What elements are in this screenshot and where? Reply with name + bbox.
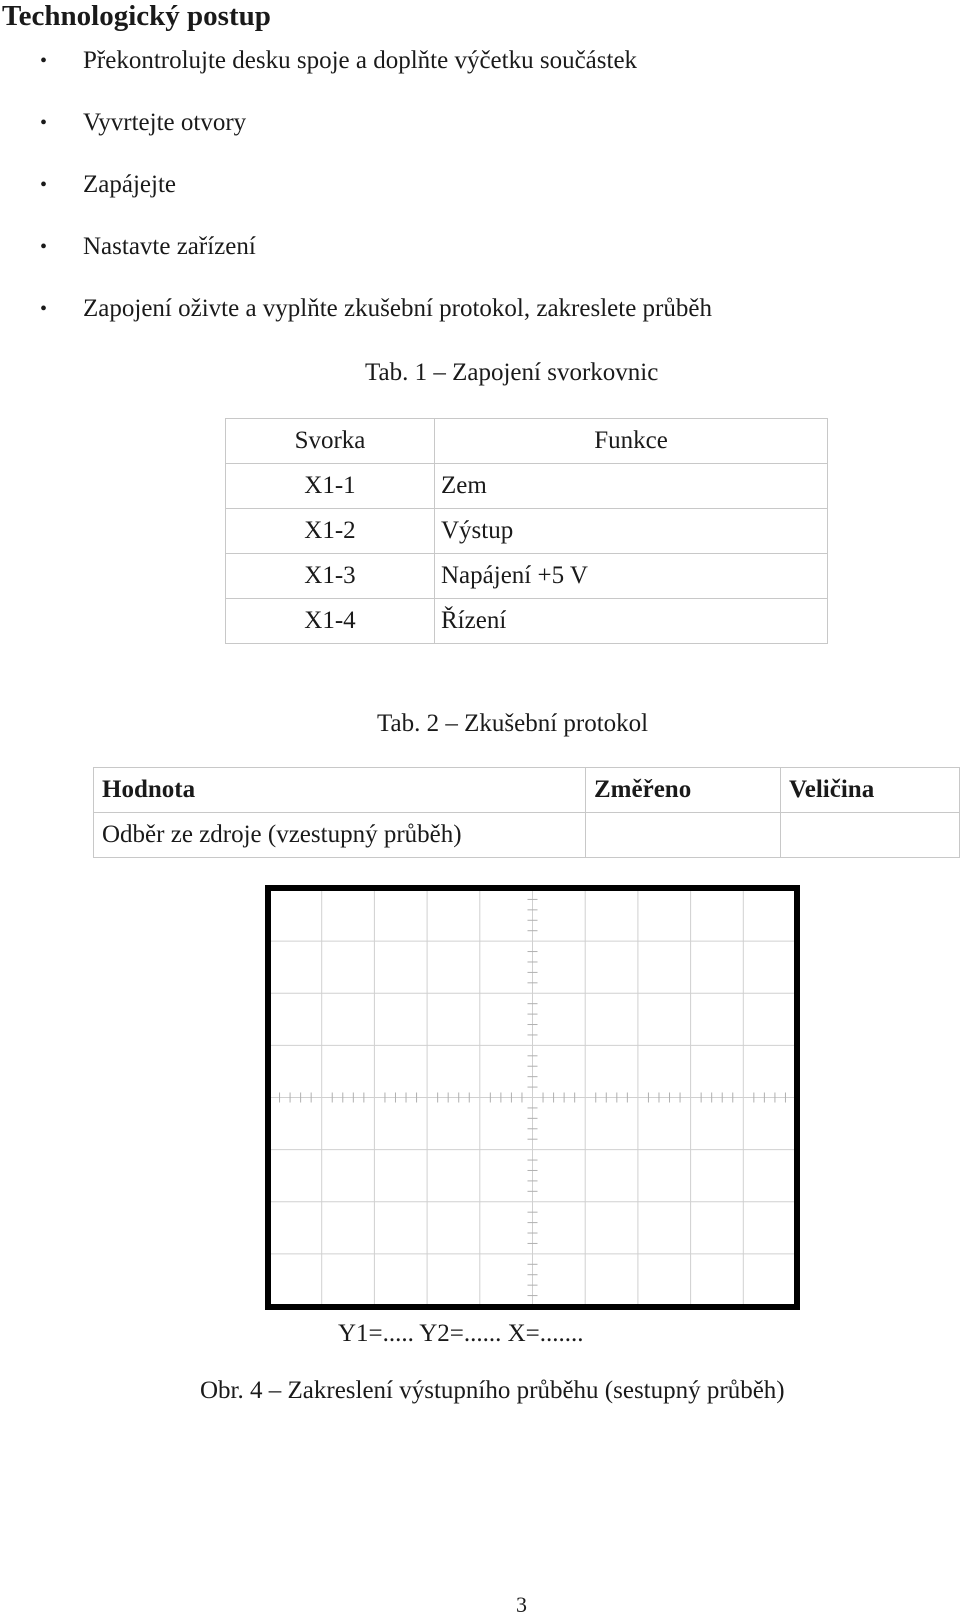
table-row: [226, 509, 828, 554]
table-cell: Zem: [435, 464, 828, 509]
bullet: •: [40, 112, 48, 134]
page-heading: Technologický postup: [2, 0, 271, 32]
header-cell: Svorka: [226, 419, 435, 464]
table-cell: X1-2: [226, 509, 435, 554]
header-cell: Hodnota: [94, 768, 586, 813]
table-cell: Řízení: [435, 599, 828, 644]
table-cell: X1-1: [226, 464, 435, 509]
table2-caption: Tab. 2 – Zkušební protokol: [377, 710, 649, 737]
oscilloscope-grid: [265, 885, 800, 1310]
table-row: [226, 599, 828, 644]
step-text: Zapájejte: [83, 171, 176, 198]
table-cell: Napájení +5 V: [435, 554, 828, 599]
table-cell: X1-3: [226, 554, 435, 599]
quantity-cell: [781, 813, 960, 858]
header-cell: Funkce: [435, 419, 828, 464]
step-text: Nastavte zařízení: [83, 233, 256, 260]
bullet: •: [40, 50, 48, 72]
terminal-table: [225, 418, 828, 644]
measured-value-cell: [586, 813, 781, 858]
figure-caption: Obr. 4 – Zakreslení výstupního průběhu (sestupný průběh): [200, 1377, 785, 1404]
table-header-row: [94, 768, 960, 813]
bullet: •: [40, 298, 48, 320]
table1-caption: Tab. 1 – Zapojení svorkovnic: [365, 359, 659, 386]
table-cell: Výstup: [435, 509, 828, 554]
bullet: •: [40, 236, 48, 258]
table-row: [226, 464, 828, 509]
table-cell: Odběr ze zdroje (vzestupný průběh): [94, 813, 586, 858]
step-text: Vyvrtejte otvory: [83, 109, 247, 136]
test-protocol-table: [93, 767, 960, 858]
table-header-row: [226, 419, 828, 464]
header-cell: Veličina: [781, 768, 960, 813]
oscilloscope-screen: [265, 885, 800, 1315]
scope-readout: Y1=..... Y2=...... X=.......: [338, 1320, 584, 1347]
step-text: Zapojení oživte a vyplňte zkušební protokol, zakreslete průběh: [83, 295, 712, 322]
page-number: 3: [516, 1592, 527, 1617]
step-text: Překontrolujte desku spoje a doplňte výčetku součástek: [83, 47, 638, 74]
table-row: [226, 554, 828, 599]
bullet: •: [40, 174, 48, 196]
table-row: [94, 813, 960, 858]
header-cell: Změřeno: [586, 768, 781, 813]
table-cell: X1-4: [226, 599, 435, 644]
